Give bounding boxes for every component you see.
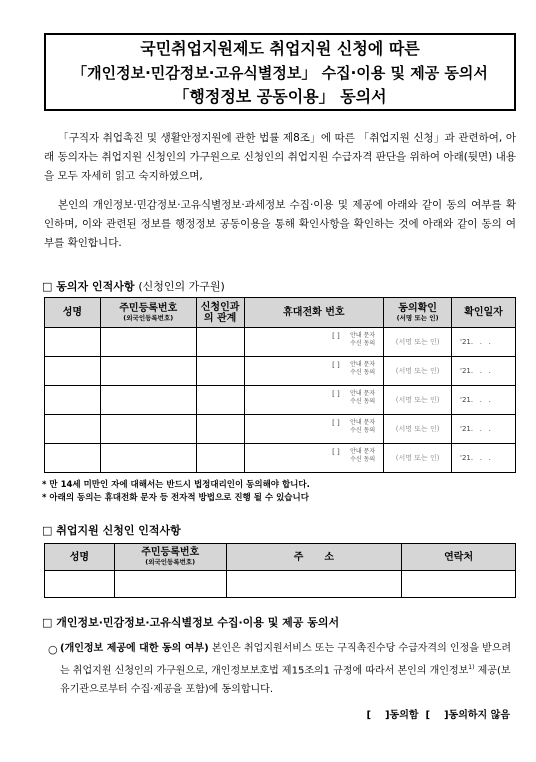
consenter-rrn-cell[interactable] bbox=[100, 444, 196, 473]
header-consent-sub: (서명 또는 인) bbox=[396, 313, 439, 322]
sms-checkbox[interactable]: [ ] bbox=[332, 390, 340, 398]
consenter-phone-cell[interactable] bbox=[244, 444, 384, 473]
sms-label-2: 수신 동의 bbox=[350, 427, 376, 434]
consenter-date-cell[interactable]: '21. . . bbox=[452, 328, 516, 357]
consent-text-b: 제공(보유기관으로부터 수집·제공을 포함)에 동의합니다. bbox=[60, 665, 511, 696]
table-row bbox=[45, 328, 516, 357]
applicant-contact-cell[interactable] bbox=[402, 571, 516, 598]
sms-checkbox[interactable]: [ ] bbox=[332, 361, 340, 369]
sms-label-1: 안내 문자 bbox=[350, 390, 376, 397]
table-row bbox=[45, 444, 516, 473]
consenter-table bbox=[44, 297, 516, 473]
sms-label-1: 안내 문자 bbox=[350, 361, 376, 368]
consenter-sign-cell[interactable]: (서명 또는 인) bbox=[384, 415, 452, 444]
checkbox-icon: □ bbox=[42, 280, 53, 293]
section-title: 개인정보·민감정보·고유식별정보 수집·이용 및 제공 동의서 bbox=[56, 616, 340, 629]
consenter-phone-cell[interactable] bbox=[244, 328, 384, 357]
sms-label-1: 안내 문자 bbox=[350, 419, 376, 426]
sms-consent[interactable] bbox=[332, 390, 376, 406]
header-address: 주 소 bbox=[226, 544, 402, 571]
consent-text-a: 본인은 취업지원서비스 또는 구직촉진수당 수급자격의 인정을 받으려는 취업지원 신청인의 가구원으로, 개인정보보호법 제15조의1 규정에 따라서 본인의 개인정보 bbox=[60, 643, 512, 677]
consenter-name-cell[interactable] bbox=[45, 444, 101, 473]
footnote-marker: 1) bbox=[468, 664, 475, 671]
agree-options[interactable]: [ ]동의함 [ ]동의하지 않음 bbox=[366, 710, 510, 721]
applicant-rrn-cell[interactable] bbox=[114, 571, 226, 598]
consenter-date-cell[interactable]: '21. . . bbox=[452, 415, 516, 444]
header-rrn bbox=[114, 544, 226, 571]
section-title: 취업지원 신청인 인적사항 bbox=[56, 524, 181, 537]
sms-label-2: 수신 동의 bbox=[350, 369, 376, 376]
sms-consent[interactable] bbox=[332, 361, 376, 377]
sms-label-1: 안내 문자 bbox=[350, 448, 376, 455]
sms-checkbox[interactable]: [ ] bbox=[332, 419, 340, 427]
applicant-table bbox=[44, 543, 516, 598]
table-row bbox=[45, 415, 516, 444]
consenter-sign-cell[interactable]: (서명 또는 인) bbox=[384, 357, 452, 386]
consenter-relation-cell[interactable] bbox=[196, 328, 244, 357]
sms-consent[interactable] bbox=[332, 448, 376, 464]
header-consent-label: 동의확인 bbox=[398, 302, 437, 314]
sms-consent[interactable] bbox=[332, 419, 376, 435]
header-consent bbox=[384, 298, 452, 328]
note-electronic: * 아래의 동의는 휴대전화 문자 등 전자적 방법으로 진행 될 수 있습니다 bbox=[42, 493, 309, 503]
section-consent-heading bbox=[42, 614, 339, 630]
sms-label-2: 수신 동의 bbox=[350, 398, 376, 405]
circle-bullet-icon: ○ bbox=[48, 643, 58, 656]
sms-label-2: 수신 동의 bbox=[350, 340, 376, 347]
title-line-3: 「행정정보 공동이용」 동의서 bbox=[173, 87, 387, 106]
applicant-name-cell[interactable] bbox=[45, 571, 115, 598]
title-line-1: 국민취업지원제도 취업지원 신청에 따른 bbox=[140, 39, 420, 58]
header-rrn-sub: (외국인등록번호) bbox=[123, 313, 174, 322]
checkbox-icon: □ bbox=[42, 524, 53, 537]
consenter-phone-cell[interactable] bbox=[244, 386, 384, 415]
consenter-name-cell[interactable] bbox=[45, 328, 101, 357]
consenter-rrn-cell[interactable] bbox=[100, 415, 196, 444]
note-minor: * 만 14세 미만인 자에 대해서는 반드시 법정대리인이 동의해야 합니다. bbox=[42, 480, 310, 490]
consenter-relation-cell[interactable] bbox=[196, 386, 244, 415]
sms-checkbox[interactable]: [ ] bbox=[332, 448, 340, 456]
header-rrn-label: 주민등록번호 bbox=[141, 547, 200, 558]
header-rrn-sub: (외국인등록번호) bbox=[145, 558, 196, 566]
consenter-date-cell[interactable]: '21. . . bbox=[452, 444, 516, 473]
table-header-row bbox=[45, 298, 516, 328]
header-name: 성명 bbox=[45, 298, 101, 328]
sms-label-1: 안내 문자 bbox=[350, 332, 376, 339]
consenter-sign-cell[interactable]: (서명 또는 인) bbox=[384, 328, 452, 357]
header-relation: 신청인과의 관계 bbox=[196, 298, 244, 328]
checkbox-icon: □ bbox=[42, 616, 53, 629]
consenter-rrn-cell[interactable] bbox=[100, 328, 196, 357]
applicant-address-cell[interactable] bbox=[226, 571, 402, 598]
consenter-relation-cell[interactable] bbox=[196, 444, 244, 473]
table-row bbox=[45, 357, 516, 386]
intro-paragraph-2: 본인의 개인정보·민감정보·고유식별정보·과세정보 수집·이용 및 제공에 아래와 같이 동의 여부를 확인하며, 이와 관련된 정보를 행정정보 공동이용을 통해 확인사항을 확인하는 것에 아래와 같이 동의 여부를 확인합니다. bbox=[44, 199, 516, 249]
header-contact: 연락처 bbox=[402, 544, 516, 571]
header-date: 확인일자 bbox=[452, 298, 516, 328]
consenter-phone-cell[interactable] bbox=[244, 357, 384, 386]
header-phone: 휴대전화 번호 bbox=[244, 298, 384, 328]
sms-consent[interactable] bbox=[332, 332, 376, 348]
consenter-phone-cell[interactable] bbox=[244, 415, 384, 444]
consenter-date-cell[interactable]: '21. . . bbox=[452, 357, 516, 386]
sms-label-2: 수신 동의 bbox=[350, 456, 376, 463]
document-title-box bbox=[44, 33, 516, 111]
section-applicant-heading bbox=[42, 522, 181, 538]
intro-paragraph-1: 「구직자 취업촉진 및 생활안정지원에 관한 법률 제8조」에 따른 「취업지원 신청」과 관련하여, 아래 동의자는 취업지원 신청인의 가구원으로 신청인의 취업지원 수급자격 판단을 위하여 아래(뒷면) 내용을 모두 자세히 읽고 숙지하였으며, bbox=[44, 132, 516, 182]
table-header-row bbox=[45, 544, 516, 571]
consent-lead: (개인정보 제공에 대한 동의 여부) bbox=[60, 643, 209, 654]
sms-checkbox[interactable]: [ ] bbox=[332, 332, 340, 340]
consenter-rrn-cell[interactable] bbox=[100, 386, 196, 415]
header-rrn bbox=[100, 298, 196, 328]
consenter-sign-cell[interactable]: (서명 또는 인) bbox=[384, 386, 452, 415]
consent-paragraph bbox=[60, 639, 516, 699]
consenter-relation-cell[interactable] bbox=[196, 357, 244, 386]
consenter-relation-cell[interactable] bbox=[196, 415, 244, 444]
title-line-2: 「개인정보·민감정보·고유식별정보」 수집·이용 및 제공 동의서 bbox=[72, 64, 488, 82]
consenter-name-cell[interactable] bbox=[45, 386, 101, 415]
section-title: 동의자 인적사항 bbox=[56, 280, 135, 293]
consenter-name-cell[interactable] bbox=[45, 415, 101, 444]
section-subtitle: (신청인의 가구원) bbox=[138, 280, 225, 293]
consenter-sign-cell[interactable]: (서명 또는 인) bbox=[384, 444, 452, 473]
header-rrn-label: 주민등록번호 bbox=[119, 302, 178, 314]
consenter-rrn-cell[interactable] bbox=[100, 357, 196, 386]
consenter-name-cell[interactable] bbox=[45, 357, 101, 386]
header-name: 성명 bbox=[45, 544, 115, 571]
table-row bbox=[45, 571, 516, 598]
table-row bbox=[45, 386, 516, 415]
consenter-date-cell[interactable]: '21. . . bbox=[452, 386, 516, 415]
section-consenter-heading bbox=[42, 278, 225, 294]
